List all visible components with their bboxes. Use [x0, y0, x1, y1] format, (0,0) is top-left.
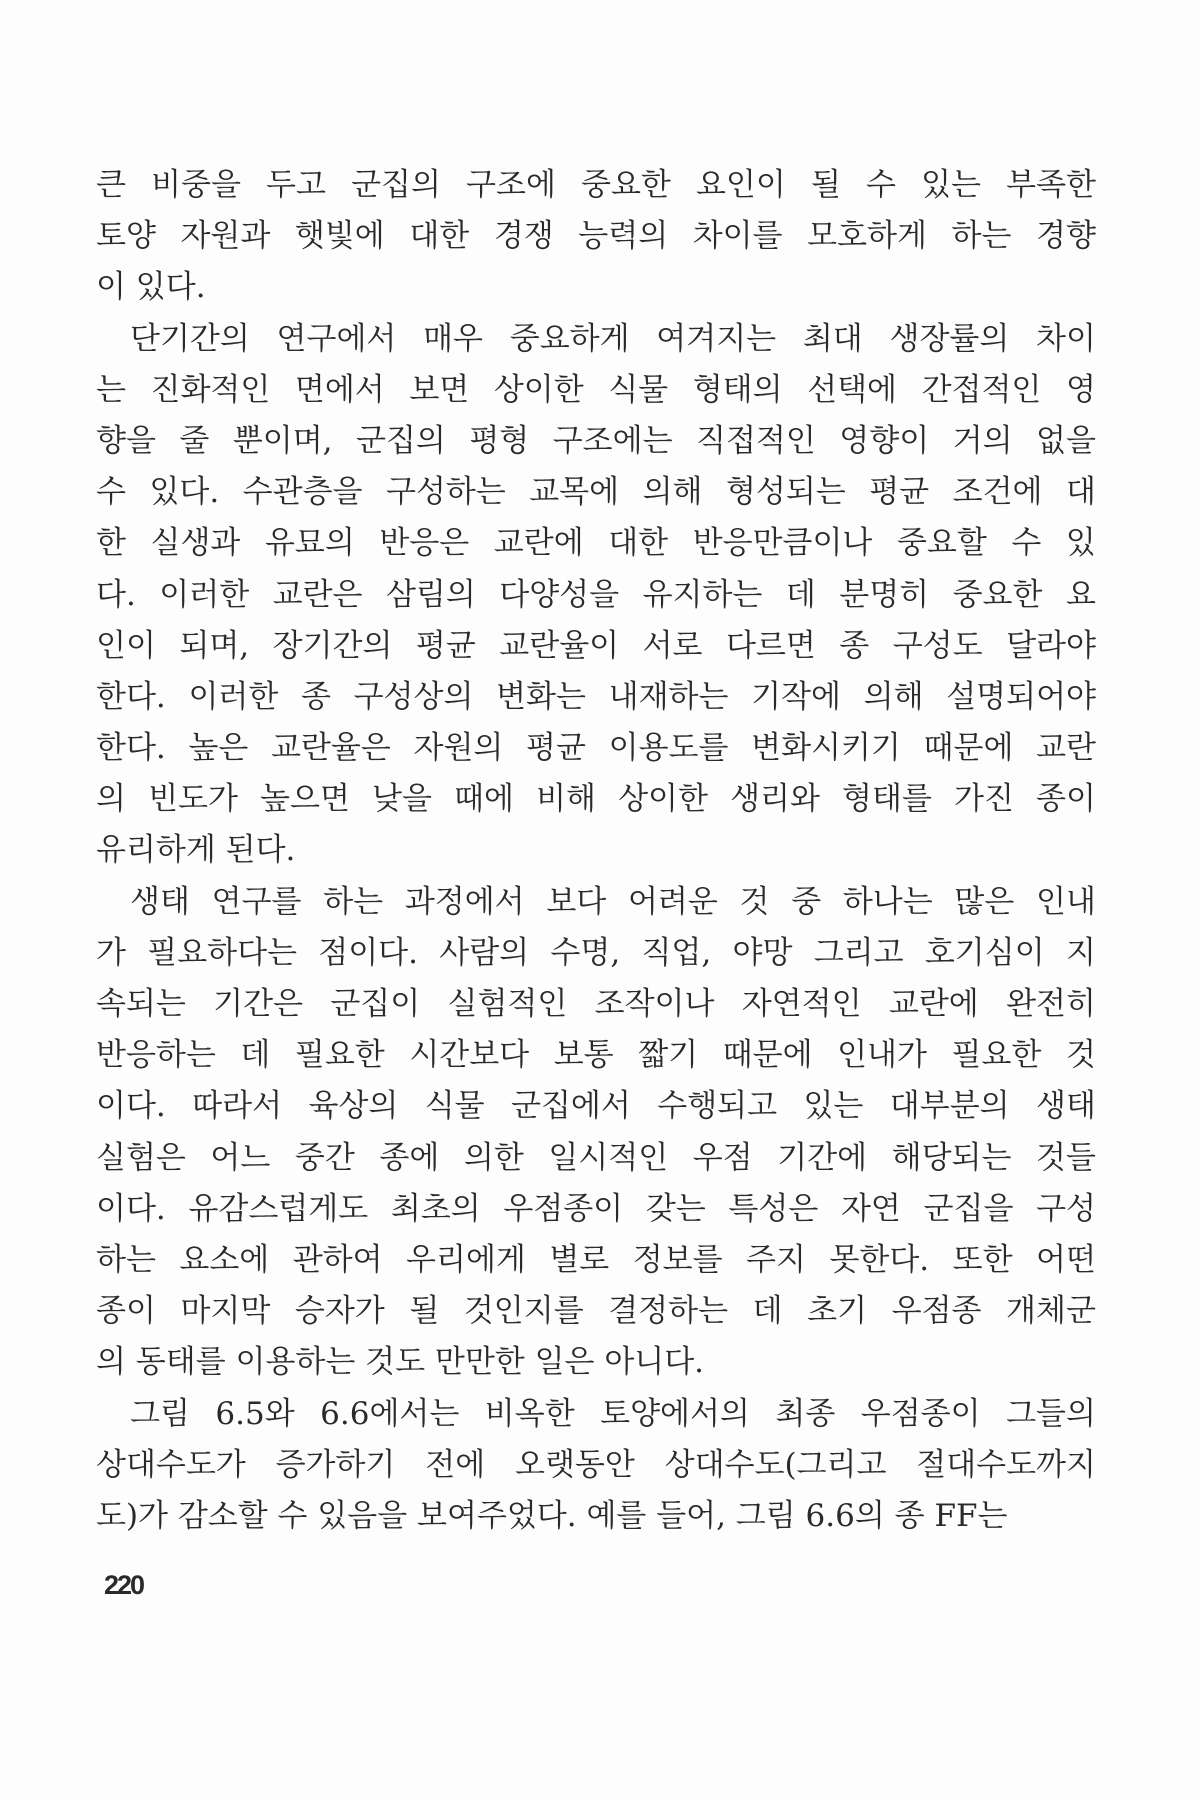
- text-line: 의 빈도가 높으면 낮을 때에 비해 상이한 생리와 형태를 가진 종이: [96, 781, 1096, 818]
- text-line: 인이 되며, 장기간의 평균 교란율이 서로 다르면 종 구성도 달라야: [96, 627, 1096, 664]
- text-line: 의 동태를 이용하는 것도 만만한 일은 아니다.: [96, 1344, 705, 1381]
- text-line: 이다. 유감스럽게도 최초의 우점종이 갖는 특성은 자연 군집을 구성: [96, 1190, 1096, 1227]
- text-line: 그림 6.5와 6.6에서는 비옥한 토양에서의 최종 우점종이 그들의: [130, 1395, 1096, 1432]
- text-line: 실험은 어느 중간 종에 의한 일시적인 우점 기간에 해당되는 것들: [96, 1139, 1096, 1176]
- text-line: 하는 요소에 관하여 우리에게 별로 정보를 주지 못한다. 또한 어떤: [96, 1241, 1096, 1278]
- text-line: 이다. 따라서 육상의 식물 군집에서 수행되고 있는 대부분의 생태: [96, 1088, 1096, 1125]
- page-number: 220: [104, 1570, 144, 1600]
- text-line: 큰 비중을 두고 군집의 구조에 중요한 요인이 될 수 있는 부족한: [96, 167, 1096, 203]
- text-line: 도)가 감소할 수 있음을 보여주었다. 예를 들어, 그림 6.6의 종 FF는: [96, 1497, 1008, 1534]
- text-line: 토양 자원과 햇빛에 대한 경쟁 능력의 차이를 모호하게 하는 경향: [96, 218, 1096, 255]
- text-line: 한 실생과 유묘의 반응은 교란에 대한 반응만큼이나 중요할 수 있: [96, 525, 1096, 562]
- text-line: 가 필요하다는 점이다. 사람의 수명, 직업, 야망 그리고 호기심이 지: [96, 934, 1096, 971]
- text-line: 상대수도가 증가하기 전에 오랫동안 상대수도(그리고 절대수도까지: [96, 1446, 1096, 1483]
- body-text: [96, 160, 1096, 1542]
- text-line: 단기간의 연구에서 매우 중요하게 여겨지는 최대 생장률의 차이: [130, 320, 1096, 357]
- text-line: 유리하게 된다.: [96, 832, 296, 869]
- text-line: 반응하는 데 필요한 시간보다 보통 짧기 때문에 인내가 필요한 것: [96, 1037, 1096, 1074]
- text-line: 다. 이러한 교란은 삼림의 다양성을 유지하는 데 분명히 중요한 요: [96, 576, 1096, 613]
- text-line: 한다. 높은 교란율은 자원의 평균 이용도를 변화시키기 때문에 교란: [96, 730, 1096, 767]
- text-line: 한다. 이러한 종 구성상의 변화는 내재하는 기작에 의해 설명되어야: [96, 678, 1096, 715]
- text-line: 수 있다. 수관층을 구성하는 교목에 의해 형성되는 평균 조건에 대: [96, 474, 1096, 511]
- text-line: 는 진화적인 면에서 보면 상이한 식물 형태의 선택에 간접적인 영: [96, 371, 1096, 408]
- text-line: 이 있다.: [96, 269, 206, 306]
- text-line: 속되는 기간은 군집이 실험적인 조작이나 자연적인 교란에 완전히: [96, 986, 1096, 1022]
- text-line: 종이 마지막 승자가 될 것인지를 결정하는 데 초기 우점종 개체군: [96, 1293, 1096, 1330]
- text-line: 향을 줄 뿐이며, 군집의 평형 구조에는 직접적인 영향이 거의 없을: [96, 422, 1096, 459]
- text-line: 생태 연구를 하는 과정에서 보다 어려운 것 중 하나는 많은 인내: [130, 883, 1096, 920]
